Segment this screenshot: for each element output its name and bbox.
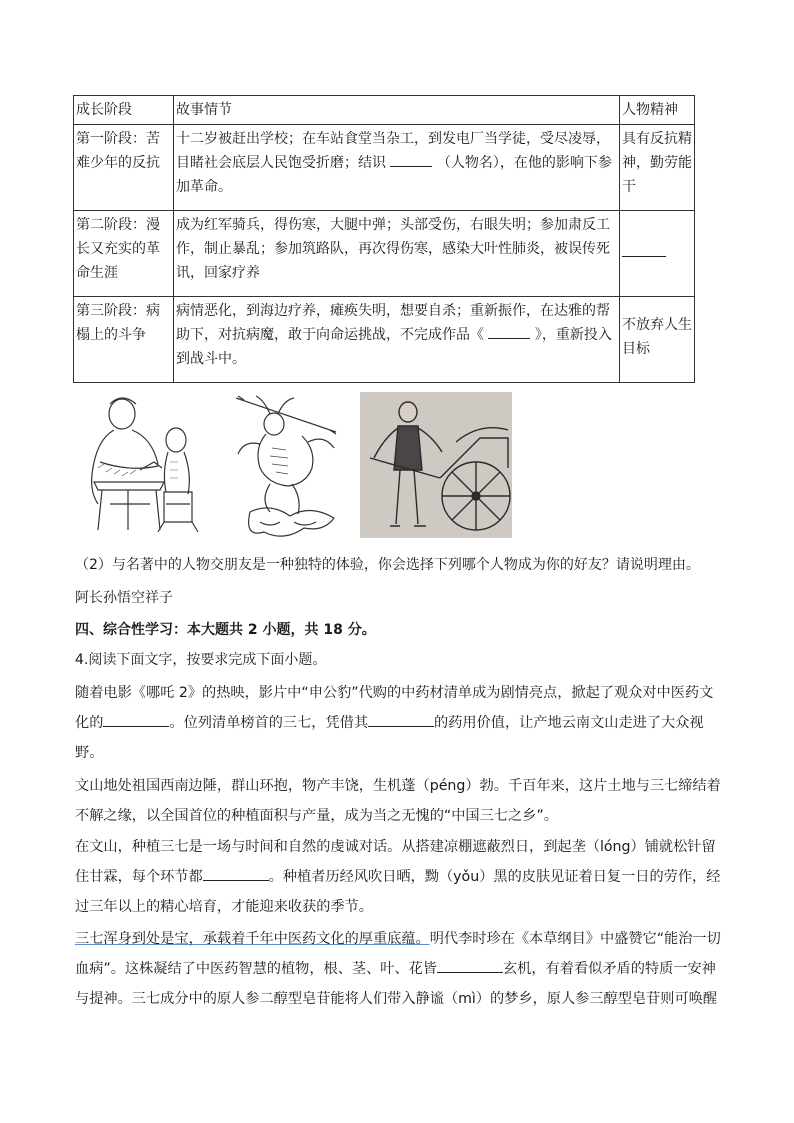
plot-text: 》，重新投入到战斗中。 xyxy=(176,327,612,367)
p1-text: 的药用价值，让产地云南文山走进了大众视野。 xyxy=(75,715,704,761)
paragraph-1 xyxy=(75,678,721,768)
underlined-sentence: 三七浑身到处是宝，承载着千年中医药文化的厚重底蕴。 xyxy=(75,931,430,947)
answer-blank[interactable] xyxy=(203,866,269,881)
p3-text: 在文山，种植三七是一场与时间和自然的虔诚对话。从搭建凉棚遮蔽烈日，到起垄（lóng）铺就松针留住甘霖，每个环节都 xyxy=(75,839,716,885)
rickshaw-puller-illustration xyxy=(360,392,512,538)
header-plot: 故事情节 xyxy=(174,96,620,125)
stage-cell: 第一阶段：苦难少年的反抗 xyxy=(74,125,174,211)
answer-blank[interactable] xyxy=(390,152,432,167)
plot-cell xyxy=(174,297,620,383)
answer-blank[interactable] xyxy=(368,712,434,727)
spirit-cell xyxy=(620,211,695,297)
character-options: 阿长孙悟空祥子 xyxy=(75,590,173,606)
table-row xyxy=(74,125,695,211)
table-header-row xyxy=(74,96,695,125)
spirit-cell: 具有反抗精神，勤劳能干 xyxy=(620,125,695,211)
woman-and-child-illustration xyxy=(80,392,202,538)
answer-blank[interactable] xyxy=(622,242,666,257)
plot-text: （人物名），在他的影响下参加革命。 xyxy=(176,155,612,195)
p4-text: 玄机，有着看似矛盾的特质一安神与提神。三七成分中的原人参二醇型皂苷能将人们带入静谧（mì）的梦乡，原人参三醇型皂苷则可唤醒 xyxy=(75,961,718,1007)
section-4-heading: 四、综合性学习：本大题共 2 小题，共 18 分。 xyxy=(75,622,376,638)
table-row xyxy=(74,297,695,383)
character-images xyxy=(80,392,520,538)
stage-cell: 第二阶段：漫长又充实的革命生涯 xyxy=(74,211,174,297)
question-4-intro: 4.阅读下面文字，按要求完成下面小题。 xyxy=(75,652,327,668)
p1-text: 。位列清单榜首的三七，凭借其 xyxy=(169,715,369,731)
paragraph-2: 文山地处祖国西南边陲，群山环抱，物产丰饶，生机蓬（péng）勃。千百年来，这片土地与三七缔结着不解之缘，以全国首位的种植面积与产量，成为当之无愧的“中国三七之乡”。 xyxy=(75,778,721,824)
p4-text: 明代李时珍在《本草纲目》中盛赞它“能治一切血病”。这株凝结了中医药智慧的植物，根、茎、叶、花皆 xyxy=(75,931,721,977)
plot-text: 十二岁被赶出学校；在车站食堂当杂工，到发电厂当学徒，受尽凌辱，目睹社会底层人民饱受折磨；结识 xyxy=(176,131,610,171)
answer-blank[interactable] xyxy=(103,712,169,727)
answer-blank[interactable] xyxy=(437,958,503,973)
spirit-text: 不放弃人生目标 xyxy=(622,317,692,357)
p1-text: 随着电影《哪吒 2》的热映，影片中“申公豹”代购的中药材清单成为剧情亮点，掀起了观众对中医药文化的 xyxy=(75,685,714,731)
question-2: （2）与名著中的人物交朋友是一种独特的体验，你会选择下列哪个人物成为你的好友？请说明理由。 xyxy=(75,557,700,573)
paragraph-3 xyxy=(75,832,721,922)
plot-cell xyxy=(174,125,620,211)
monkey-king-illustration xyxy=(230,392,354,538)
header-spirit: 人物精神 xyxy=(620,96,695,125)
stage-cell: 第三阶段：病榻上的斗争 xyxy=(74,297,174,383)
answer-blank[interactable] xyxy=(488,324,530,339)
paragraph-4 xyxy=(75,924,721,1014)
header-stage: 成长阶段 xyxy=(74,96,174,125)
spirit-cell xyxy=(620,297,695,383)
plot-text: 病情恶化，到海边疗养，瘫痪失明，想要自杀；重新振作，在达雅的帮助下，对抗病魔，敢于向命运挑战，不完成作品《 xyxy=(176,303,610,343)
plot-cell: 成为红军骑兵，得伤寒，大腿中弹；头部受伤，右眼失明；参加肃反工作，制止暴乱；参加筑路队，再次得伤寒，感染大叶性肺炎，被误传死讯，回家疗养 xyxy=(174,211,620,297)
growth-stage-table xyxy=(73,95,695,383)
p3-text: 。种植者历经风吹日晒，黝（yǒu）黑的皮肤见证着日复一日的劳作，经过三年以上的精心培育，才能迎来收获的季节。 xyxy=(75,869,721,915)
table-row xyxy=(74,211,695,297)
